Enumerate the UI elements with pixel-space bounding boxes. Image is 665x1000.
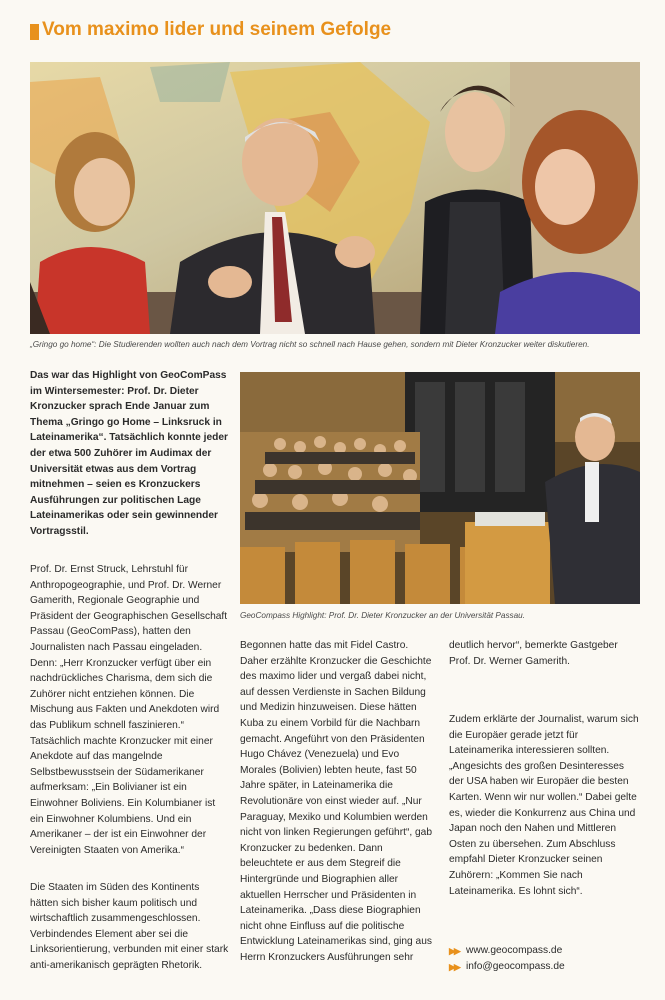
photo-lecture-hall xyxy=(240,372,640,604)
body-paragraph-1: Prof. Dr. Ernst Struck, Lehrstuhl für Anthropogeographie, und Prof. Dr. Werner Gamerith, Regionale Geographie und Präsident der Geographischen Gesellschaft Passau (GeoComPass), hatten den Journalisten nach Passau eingeladen. Denn: „Herr Kronzucker verfügt über ein nachdrückliches Charisma, dem sich die Zuhörer nicht entziehen können. Die Mischung aus Fakten und Anekdoten wird das Publikum schnell faszinieren.“ Tatsächlich machte Kronzucker mit einer Anekdote auf das mangelnde Selbstbewusstsein der Südamerikaner aufmerksam: „Ein Bolivianer ist ein Einwohner Boliviens. Ein Kolumbianer ist ein Einwohner Kolumbiens. Und ein Amerikaner – der ist ein Einwohner der Vereinigten Staaten von Amerika.“ xyxy=(30,564,228,856)
double-arrow-icon: ▶▶ xyxy=(449,946,459,956)
body-paragraph-5: Zudem erklärte der Journalist, warum sich die Europäer gerade jetzt für Lateinamerika interessieren sollten. „Angesichts des großen Desinteresses der USA haben wir Europäer die besten Karten. Wenn wir nur wollen.“ Dabei gelte es, wieder die Konkurrenz aus China und Japan noch den Nahen und Mittleren Osten zu übersehen. Zum Abschluss empfahl Dieter Kronzucker seinen Zuhörern: „Kommen Sie nach Lateinamerika. Es lohnt sich“. xyxy=(449,714,639,897)
link-website[interactable] xyxy=(449,943,640,959)
double-arrow-icon: ▶▶ xyxy=(449,962,459,972)
contact-links xyxy=(449,943,640,975)
link-email-text[interactable]: info@geocompass.de xyxy=(466,961,565,972)
headline-marker xyxy=(30,24,39,40)
page-title: Vom maximo lider und seinem Gefolge xyxy=(42,19,392,40)
photo-caption-discussion: „Gringo go home“: Die Studierenden wollten auch nach dem Vortrag nicht so schnell nach Hause gehen, sondern mit Dieter Kronzucker weiter diskutieren. xyxy=(30,340,590,349)
link-email[interactable] xyxy=(449,959,640,975)
lead-paragraph: Das war das Highlight von GeoComPass im Wintersemester: Prof. Dr. Dieter Kronzucker sprach Ende Januar zum Thema „Gringo go Home – Linksruck in Lateinamerika“. Tatsächlich konnte jeder der etwa 500 Zuhörer im Audimax der Universität etwas aus dem Vortrag mitnehmen – seien es Kronzuckers Ausführungen zur politischen Lage Lateinamerikas oder sein gewinnender Vortragsstil. xyxy=(30,370,228,537)
link-website-text[interactable]: www.geocompass.de xyxy=(466,945,563,956)
body-paragraph-3: Begonnen hatte das mit Fidel Castro. Daher erzählte Kronzucker die Geschichte des maximo lider und vergaß dabei nicht, auf dessen Verdienste in Sachen Bildung und Medizin hinzuweisen. Diese hätten Kuba zu einem Vorbild für die Nachbarn gemacht. Angeführt von den Präsidenten Hugo Chávez (Venezuela) und Evo Morales (Bolivien) lebten heute, fast 50 Jahre später, in Lateinamerika die Revolutionäre von einst wieder auf. „Nur Paraguay, Mexiko und Kolumbien werden nicht von linken Regierungen geführt“, gab Kronzucker zu bedenken. Dann beleuchtete er aus dem Stegreif die Hintergründe und Biographien aller aktuellen Herrscher und Präsidenten in Lateinamerika. „Dass diese Biographien nicht ohne Einfluss auf die politische Entwicklung Lateinamerikas sind, ging aus Herrn Kronzuckers Ausführungen sehr xyxy=(240,640,432,963)
photo-caption-lecture: GeoCompass Highlight: Prof. Dr. Dieter Kronzucker an der Universität Passau. xyxy=(240,611,526,620)
body-paragraph-2: Die Staaten im Süden des Kontinents hätten sich bisher kaum politisch und wirtschaftlich zusammengeschlossen. Verbindendes Element aber sei die Linksorientierung, verbunden mit einer stark anti-amerikanisch geprägten Rhetorik. xyxy=(30,882,229,971)
photo-discussion-at-map xyxy=(30,62,640,334)
body-paragraph-4: deutlich hervor“, bemerkte Gastgeber Prof. Dr. Werner Gamerith. xyxy=(449,640,618,667)
